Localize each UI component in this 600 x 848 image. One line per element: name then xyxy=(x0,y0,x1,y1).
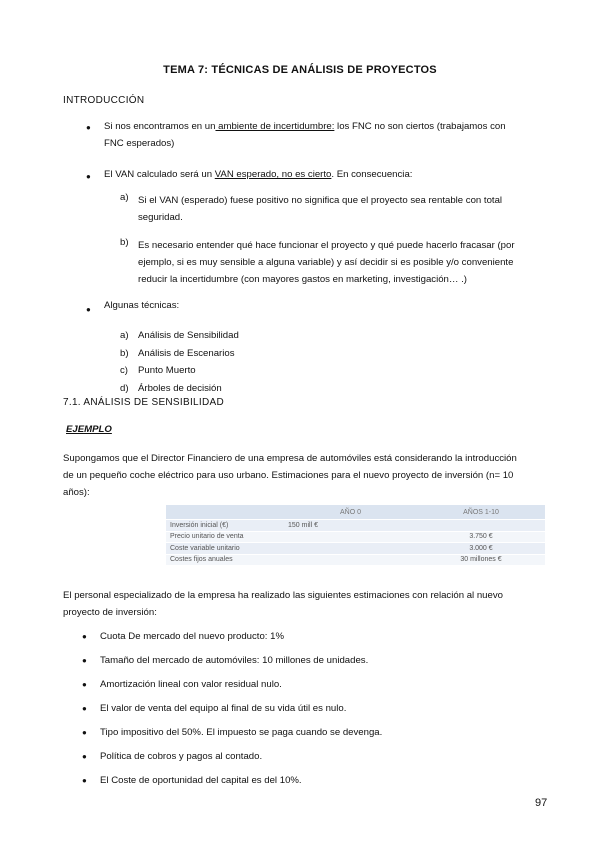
bullet-1-post: los FNC no son ciertos (trabajamos con xyxy=(334,121,506,132)
intro-heading: INTRODUCCIÓN xyxy=(63,95,145,106)
bullet-icon: ● xyxy=(82,776,87,785)
table-row: Precio unitario de venta 3.750 € xyxy=(166,531,545,543)
list-item: ● Política de cobros y pagos al contado. xyxy=(82,751,263,762)
sub-a-line2: seguridad. xyxy=(138,212,183,223)
intro-bullet-2 xyxy=(104,166,550,183)
page-number: 97 xyxy=(535,797,548,809)
table-row: Coste variable unitario 3.000 € xyxy=(166,543,545,555)
staff-paragraph: El personal especializado de la empresa ha realizado las siguientes estimaciones con relación al nuevo proyecto de inversión: xyxy=(63,590,503,618)
sub-b-line2: ejemplo, si es muy sensible a alguna variable) y así decidir si es posible y/o conveniente xyxy=(138,257,514,268)
list-item: ● Cuota De mercado del nuevo producto: 1% xyxy=(82,631,284,642)
example-label: EJEMPLO xyxy=(66,424,112,435)
bullet-icon: ● xyxy=(82,752,87,761)
bullet-1-pre: Si nos encontramos en un xyxy=(104,121,216,132)
bullet-icon: ● xyxy=(86,172,91,181)
sub-a-marker: a) xyxy=(120,192,129,203)
list-item: ● Tipo impositivo del 50%. El impuesto se paga cuando se devenga. xyxy=(82,727,383,738)
sub-b-marker: b) xyxy=(120,237,129,248)
bullet-icon: ● xyxy=(82,704,87,713)
list-item: a) Análisis de Sensibilidad xyxy=(120,330,239,341)
table-row: Inversión inicial (€) 150 mill € xyxy=(166,520,545,532)
intro-bullet-1 xyxy=(104,118,550,152)
list-item: ● Amortización lineal con valor residual nulo. xyxy=(82,679,282,690)
table-row: Costes fijos anuales 30 millones € xyxy=(166,554,545,566)
list-item: ● Tamaño del mercado de automóviles: 10 millones de unidades. xyxy=(82,655,369,666)
list-item: b) Análisis de Escenarios xyxy=(120,347,235,359)
bullet-icon: ● xyxy=(86,305,91,314)
techniques-list xyxy=(120,327,239,397)
intro-bullet-3: Algunas técnicas: xyxy=(104,300,180,311)
list-item: ● El valor de venta del equipo al final de su vida útil es nulo. xyxy=(82,703,347,714)
list-item: d) Árboles de decisión xyxy=(120,382,222,394)
sub-a-line1: Si el VAN (esperado) fuese positivo no significa que el proyecto sea rentable con total xyxy=(138,195,503,206)
bullet-icon: ● xyxy=(82,728,87,737)
bullet-icon: ● xyxy=(82,656,87,665)
list-item: c) Punto Muerto xyxy=(120,365,196,376)
example-paragraph: Supongamos que el Director Financiero de una empresa de automóviles está considerando la introducción de un pequeño coche eléctrico para uso urbano. Estimaciones para el nuevo proyecto de inversión (n= 10 años): xyxy=(63,453,517,498)
uncertainty-link: ambiente de incertidumbre: xyxy=(215,121,335,132)
bullet-icon: ● xyxy=(82,680,87,689)
bullet-1-line2: FNC esperados) xyxy=(104,138,175,149)
sub-a-text xyxy=(138,192,550,226)
estimates-table xyxy=(166,505,545,566)
estimations-list xyxy=(82,631,382,799)
bullet-2-post: . En consecuencia: xyxy=(331,169,413,180)
bullet-icon: ● xyxy=(82,632,87,641)
section-heading: 7.1. ANÁLISIS DE SENSIBILIDAD xyxy=(63,397,224,408)
expected-van-link: VAN esperado, no es cierto xyxy=(214,169,332,180)
list-item: ● El Coste de oportunidad del capital es del 10%. xyxy=(82,775,302,786)
bullet-icon: ● xyxy=(86,123,91,132)
sub-b-line1: Es necesario entender qué hace funcionar el proyecto y qué puede hacerlo fracasar (por xyxy=(138,240,515,251)
sub-b-text xyxy=(138,237,550,288)
table-header-row: AÑO 0 AÑOS 1-10 xyxy=(166,505,545,520)
sub-b-line3: reducir la incertidumbre (con mayores gastos en marketing, investigación… .) xyxy=(138,274,467,285)
page-title: TEMA 7: TÉCNICAS DE ANÁLISIS DE PROYECTOS xyxy=(163,64,437,76)
bullet-2-pre: El VAN calculado será un xyxy=(104,169,215,180)
